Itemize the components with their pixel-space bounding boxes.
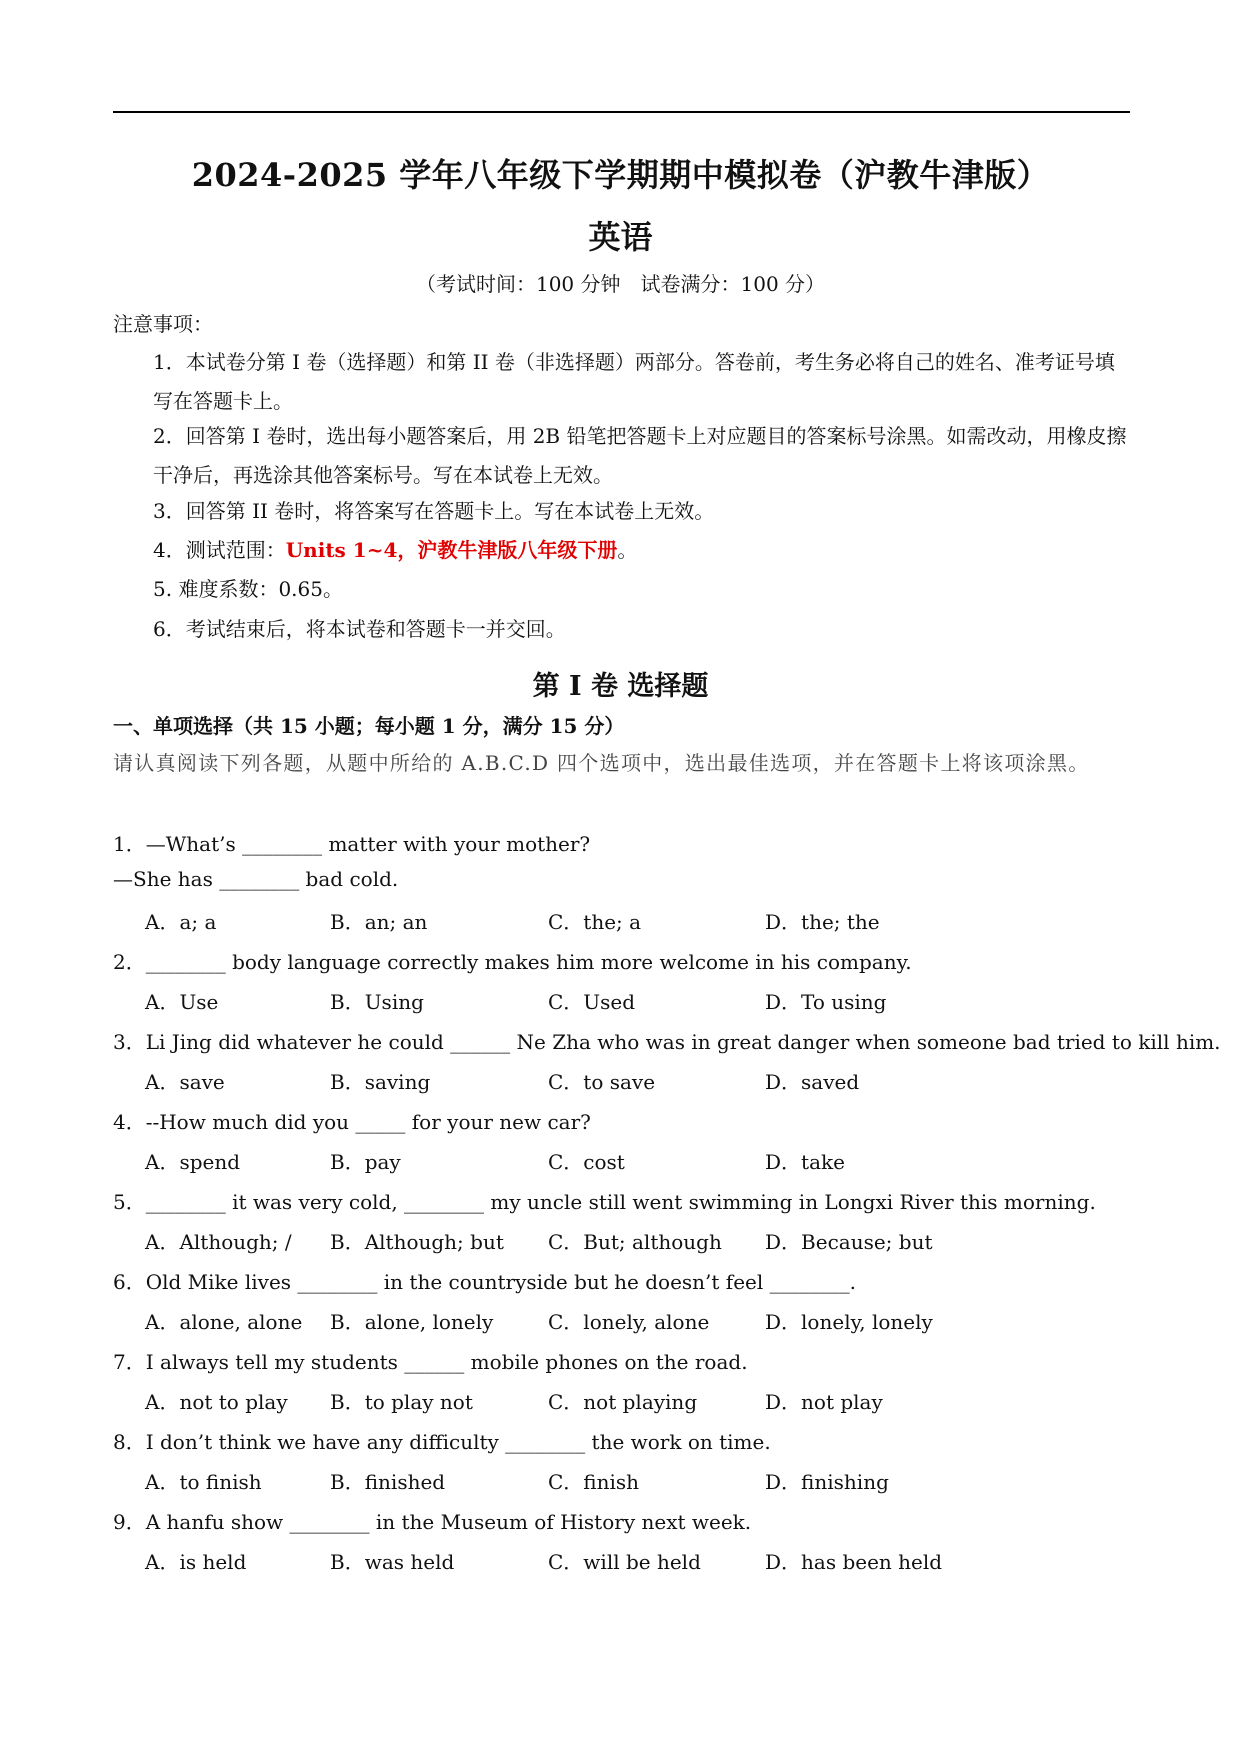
question-4-options [145,1146,1045,1172]
note-1: 1．本试卷分第 I 卷（选择题）和第 II 卷（非选择题）两部分。答卷前，考生务必将自己的姓名、准考证号填写在答题卡上。 [153,350,1115,413]
question-5-options [145,1226,1045,1252]
option-c: C．cost [548,1150,625,1174]
option-d: D．not play [765,1390,883,1414]
question-3-options [145,1066,1045,1092]
option-d: D．finishing [765,1470,889,1494]
option-c: C．the; a [548,910,642,934]
question-5-stem: 5．________ it was very cold, ________ my uncle still went swimming in Longxi River this morning. [113,1190,1096,1214]
option-b: B．Although; but [330,1230,504,1254]
note-5: 5. 难度系数：0.65。 [153,577,343,601]
option-a: A．save [145,1070,225,1094]
option-c: C．not playing [548,1390,698,1414]
question-9-options [145,1546,1045,1572]
question-4-stem: 4．--How much did you _____ for your new car? [113,1110,591,1134]
question-3-stem: 3．Li Jing did whatever he could ______ Ne Zha who was in great danger when someone bad tried to kill him. [113,1030,1221,1054]
note-6: 6．考试结束后，将本试卷和答题卡一并交回。 [153,617,566,641]
note-4: 4．测试范围：Units 1~4，沪教牛津版八年级下册。 [153,538,638,562]
option-c: C．finish [548,1470,640,1494]
option-d: D．Because; but [765,1230,933,1254]
option-b: B．an; an [330,910,428,934]
option-b: B．saving [330,1070,431,1094]
test-scope: Units 1~4，沪教牛津版八年级下册 [285,538,618,562]
question-6-options [145,1306,1045,1332]
option-b: B．to play not [330,1390,473,1414]
option-b: B．finished [330,1470,446,1494]
question-1-options [145,906,1045,932]
question-8-stem: 8．I don’t think we have any difficulty ________ the work on time. [113,1430,771,1454]
header-rule [113,111,1130,113]
option-a: A．a; a [145,910,217,934]
option-b: B．pay [330,1150,401,1174]
option-c: C．Used [548,990,636,1014]
option-a: A．spend [145,1150,241,1174]
exam-title: 2024-2025 学年八年级下学期期中模拟卷（沪教牛津版） [191,156,1050,194]
option-d: D．saved [765,1070,860,1094]
option-a: A．Although; / [145,1230,292,1254]
note-3: 3．回答第 II 卷时，将答案写在答题卡上。写在本试卷上无效。 [153,499,715,523]
question-1-stem-2: —She has ________ bad cold. [113,867,399,891]
option-b: B．was held [330,1550,455,1574]
option-a: A．Use [145,990,219,1014]
question-8-options [145,1466,1045,1492]
instructions: 请认真阅读下列各题，从题中所给的 A.B.C.D 四个选项中，选出最佳选项，并在答题卡上将该项涂黑。 [113,751,1090,775]
part-heading: 一、单项选择（共 15 小题；每小题 1 分，满分 15 分） [113,714,625,738]
option-c: C．to save [548,1070,656,1094]
exam-info [0,268,1241,297]
question-6-stem: 6．Old Mike lives ________ in the countryside but he doesn’t feel ________. [113,1270,856,1294]
question-2-options [145,986,1045,1012]
option-d: D．lonely, lonely [765,1310,933,1334]
question-7-stem: 7．I always tell my students ______ mobile phones on the road. [113,1350,748,1374]
question-9-stem: 9．A hanfu show ________ in the Museum of History next week. [113,1510,752,1534]
option-d: D．has been held [765,1550,943,1574]
option-d: D．To using [765,990,887,1014]
exam-time: （考试时间：100 分钟 [415,272,621,296]
option-c: C．But; although [548,1230,722,1254]
option-a: A．is held [145,1550,247,1574]
option-b: B．alone, lonely [330,1310,494,1334]
option-c: C．will be held [548,1550,701,1574]
option-c: C．lonely, alone [548,1310,710,1334]
option-a: A．not to play [145,1390,288,1414]
question-7-options [145,1386,1045,1412]
section-title: 第 I 卷 选择题 [532,671,709,702]
option-b: B．Using [330,990,424,1014]
option-d: D．take [765,1150,845,1174]
question-1-stem: 1．—What’s ________ matter with your mother? [113,832,591,856]
question-2-stem: 2．________ body language correctly makes him more welcome in his company. [113,950,912,974]
option-a: A．to finish [145,1470,262,1494]
option-a: A．alone, alone [145,1310,303,1334]
option-d: D．the; the [765,910,880,934]
notes-heading: 注意事项： [113,312,213,336]
note-2: 2．回答第 I 卷时，选出每小题答案后，用 2B 铅笔把答题卡上对应题目的答案标号涂黑。如需改动，用橡皮擦干净后，再选涂其他答案标号。写在本试卷上无效。 [153,424,1127,487]
exam-score: 试卷满分：100 分） [640,272,826,296]
subject-title: 英语 [588,218,653,256]
